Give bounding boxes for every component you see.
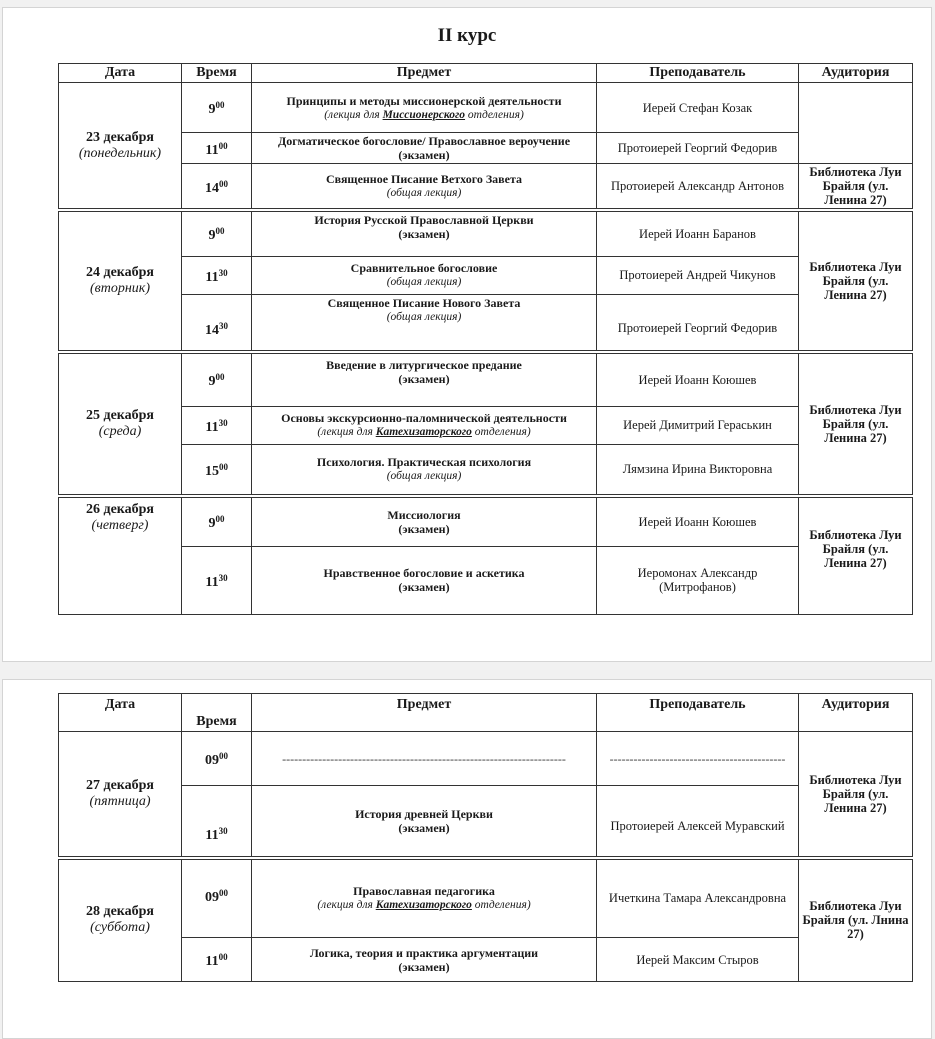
teacher-cell: Протоиерей Георгий Федорив bbox=[597, 133, 799, 164]
subject-note: (лекция для Катехизаторского отделения) bbox=[317, 426, 531, 438]
teacher-cell: Иерей Иоанн Коюшев bbox=[597, 352, 799, 406]
header-subject: Предмет bbox=[252, 64, 597, 83]
teacher-cell: Иерей Димитрий Гераськин bbox=[597, 406, 799, 444]
table-row bbox=[59, 164, 913, 211]
date: 27 декабря bbox=[85, 777, 154, 793]
table-row bbox=[59, 133, 913, 164]
table-row bbox=[59, 786, 913, 858]
subject-note: (общая лекция) bbox=[386, 276, 462, 288]
time-cell: $11^{30}$ bbox=[182, 786, 252, 858]
subject-name: Священное Писание Ветхого Завета bbox=[325, 172, 523, 186]
time-cell: $11^{00}$ bbox=[182, 133, 252, 164]
date-cell bbox=[59, 732, 182, 858]
subject-name: Нравственное богословие и аскетика bbox=[323, 566, 525, 580]
teacher-cell: Иерей Иоанн Коюшев bbox=[597, 496, 799, 546]
page-title: II курс bbox=[437, 25, 497, 46]
teacher-cell: Протоиерей Александр Антонов bbox=[597, 164, 799, 211]
time-cell: $15^{00}$ bbox=[182, 444, 252, 496]
table-row bbox=[59, 496, 913, 546]
teacher-cell: Протоиерей Алексей Муравский bbox=[597, 786, 799, 858]
subject-name: Принципы и методы миссионерской деятельности bbox=[286, 93, 562, 108]
time-cell: $09^{00}$ bbox=[182, 732, 252, 786]
weekday: (среда) bbox=[98, 424, 142, 439]
header-teacher: Преподаватель bbox=[597, 64, 799, 83]
time-cell: $11^{00}$ bbox=[182, 938, 252, 982]
table-row bbox=[59, 938, 913, 982]
time-cell: $9^{00}$ bbox=[182, 83, 252, 133]
header-row bbox=[59, 64, 913, 83]
subject-name: Православная педагогика bbox=[353, 884, 495, 899]
subject-note: (лекция для Катехизаторского отделения) bbox=[317, 899, 531, 912]
room-cell: Библиотека Луи Брайля (ул. Ленина 27) bbox=[799, 210, 913, 352]
header-time: Время bbox=[182, 64, 252, 83]
subject-exam: (экзамен) bbox=[398, 521, 450, 536]
date-cell bbox=[59, 496, 182, 614]
subject-name: Введение в литургическое предание bbox=[326, 358, 522, 372]
room-cell bbox=[799, 83, 913, 164]
subject-exam: (экзамен) bbox=[398, 580, 450, 594]
teacher-cell-empty: -------------------------------------------- bbox=[597, 732, 799, 786]
header-date: Дата bbox=[59, 64, 182, 83]
subject-note: (общая лекция) bbox=[386, 187, 462, 199]
subject-cell bbox=[252, 496, 597, 546]
subject-note: (лекция для Миссионерского отделения) bbox=[324, 108, 524, 121]
table-row bbox=[59, 406, 913, 444]
teacher-cell: Ичеткина Тамара Александровна bbox=[597, 858, 799, 938]
time-cell: $9^{00}$ bbox=[182, 496, 252, 546]
date: 26 декабря bbox=[85, 502, 154, 517]
header-room: Аудитория bbox=[799, 64, 913, 83]
time-cell: $09^{00}$ bbox=[182, 858, 252, 938]
date: 24 декабря bbox=[85, 265, 154, 280]
subject-name: Психология. Практическая психология bbox=[316, 455, 532, 470]
subject-exam: (экзамен) bbox=[398, 148, 450, 162]
subject-cell bbox=[252, 938, 597, 982]
weekday: (понедельник) bbox=[78, 145, 162, 161]
table-row bbox=[59, 210, 913, 256]
room-cell: Библиотека Луи Брайля (ул. Лнина 27) bbox=[799, 858, 913, 982]
teacher-cell: Лямзина Ирина Викторовна bbox=[597, 444, 799, 496]
subject-note: (общая лекция) bbox=[386, 310, 462, 323]
date: 28 декабря bbox=[85, 904, 154, 920]
teacher-cell: Иерей Максим Стыров bbox=[597, 938, 799, 982]
date: 23 декабря bbox=[85, 129, 154, 145]
subject-note: (общая лекция) bbox=[386, 470, 462, 483]
weekday: (вторник) bbox=[89, 281, 150, 296]
subject-exam: (экзамен) bbox=[398, 959, 450, 974]
table-row bbox=[59, 352, 913, 406]
subject-cell bbox=[252, 444, 597, 496]
header-date: Дата bbox=[59, 694, 182, 732]
subject-cell-empty: ----------------------------------------------------------------------- bbox=[252, 732, 597, 786]
table-row bbox=[59, 858, 913, 938]
subject-cell bbox=[252, 858, 597, 938]
weekday: (суббота) bbox=[90, 920, 150, 936]
teacher-cell: Протоиерей Георгий Федорив bbox=[597, 294, 799, 352]
teacher-cell: Иеромонах Александр (Митрофанов) bbox=[597, 546, 799, 614]
table-row bbox=[59, 444, 913, 496]
date-cell bbox=[59, 858, 182, 982]
subject-cell bbox=[252, 210, 597, 256]
subject-exam: (экзамен) bbox=[398, 820, 450, 835]
room-cell: Библиотека Луи Брайля (ул. Ленина 27) bbox=[799, 496, 913, 614]
header-time: Время bbox=[182, 694, 252, 732]
subject-name: История древней Церкви bbox=[355, 806, 493, 821]
table-row bbox=[59, 256, 913, 294]
subject-cell bbox=[252, 786, 597, 858]
time-cell: $14^{00}$ bbox=[182, 164, 252, 211]
subject-name: Логика, теория и практика аргументации bbox=[309, 945, 539, 960]
room-cell: Библиотека Луи Брайля (ул. Ленина 27) bbox=[799, 164, 913, 211]
time-cell: $11^{30}$ bbox=[182, 406, 252, 444]
table-row bbox=[59, 294, 913, 352]
header-subject: Предмет bbox=[252, 694, 597, 732]
subject-cell bbox=[252, 164, 597, 211]
time-cell: $11^{30}$ bbox=[182, 546, 252, 614]
header-room: Аудитория bbox=[799, 694, 913, 732]
date-cell bbox=[59, 83, 182, 211]
subject-name: Сравнительное богословие bbox=[350, 261, 498, 275]
subject-cell bbox=[252, 133, 597, 164]
weekday: (пятница) bbox=[89, 793, 151, 809]
teacher-cell: Иерей Стефан Козак bbox=[597, 83, 799, 133]
document-page-2 bbox=[2, 679, 932, 1039]
subject-name: Догматическое богословие/ Православное вероучение bbox=[277, 134, 571, 148]
weekday: (четверг) bbox=[91, 518, 149, 533]
schedule-table-2 bbox=[58, 693, 913, 982]
time-cell: $11^{30}$ bbox=[182, 256, 252, 294]
teacher-cell: Иерей Иоанн Баранов bbox=[597, 210, 799, 256]
subject-name: История Русской Православной Церкви bbox=[314, 213, 534, 227]
subject-cell bbox=[252, 83, 597, 133]
subject-name: Миссиология bbox=[387, 507, 461, 522]
room-cell: Библиотека Луи Брайля (ул. Ленина 27) bbox=[799, 732, 913, 858]
subject-cell bbox=[252, 406, 597, 444]
date-cell bbox=[59, 352, 182, 496]
time-cell: $9^{00}$ bbox=[182, 210, 252, 256]
subject-cell bbox=[252, 256, 597, 294]
subject-cell bbox=[252, 294, 597, 352]
subject-name: Священное Писание Нового Завета bbox=[327, 295, 521, 310]
time-cell: $14^{30}$ bbox=[182, 294, 252, 352]
subject-name: Основы экскурсионно-паломнической деятельности bbox=[281, 411, 567, 425]
table-row bbox=[59, 546, 913, 614]
teacher-cell: Протоиерей Андрей Чикунов bbox=[597, 256, 799, 294]
document-page-1 bbox=[2, 7, 932, 662]
room-cell: Библиотека Луи Брайля (ул. Ленина 27) bbox=[799, 352, 913, 496]
subject-cell bbox=[252, 546, 597, 614]
table-row bbox=[59, 732, 913, 786]
date-cell bbox=[59, 210, 182, 352]
subject-exam: (экзамен) bbox=[398, 372, 450, 386]
time-cell: $9^{00}$ bbox=[182, 352, 252, 406]
subject-exam: (экзамен) bbox=[398, 227, 450, 241]
subject-cell bbox=[252, 352, 597, 406]
date: 25 декабря bbox=[85, 408, 154, 423]
table-row bbox=[59, 83, 913, 133]
schedule-table-1 bbox=[58, 63, 913, 615]
header-row bbox=[59, 694, 913, 732]
header-teacher: Преподаватель bbox=[597, 694, 799, 732]
